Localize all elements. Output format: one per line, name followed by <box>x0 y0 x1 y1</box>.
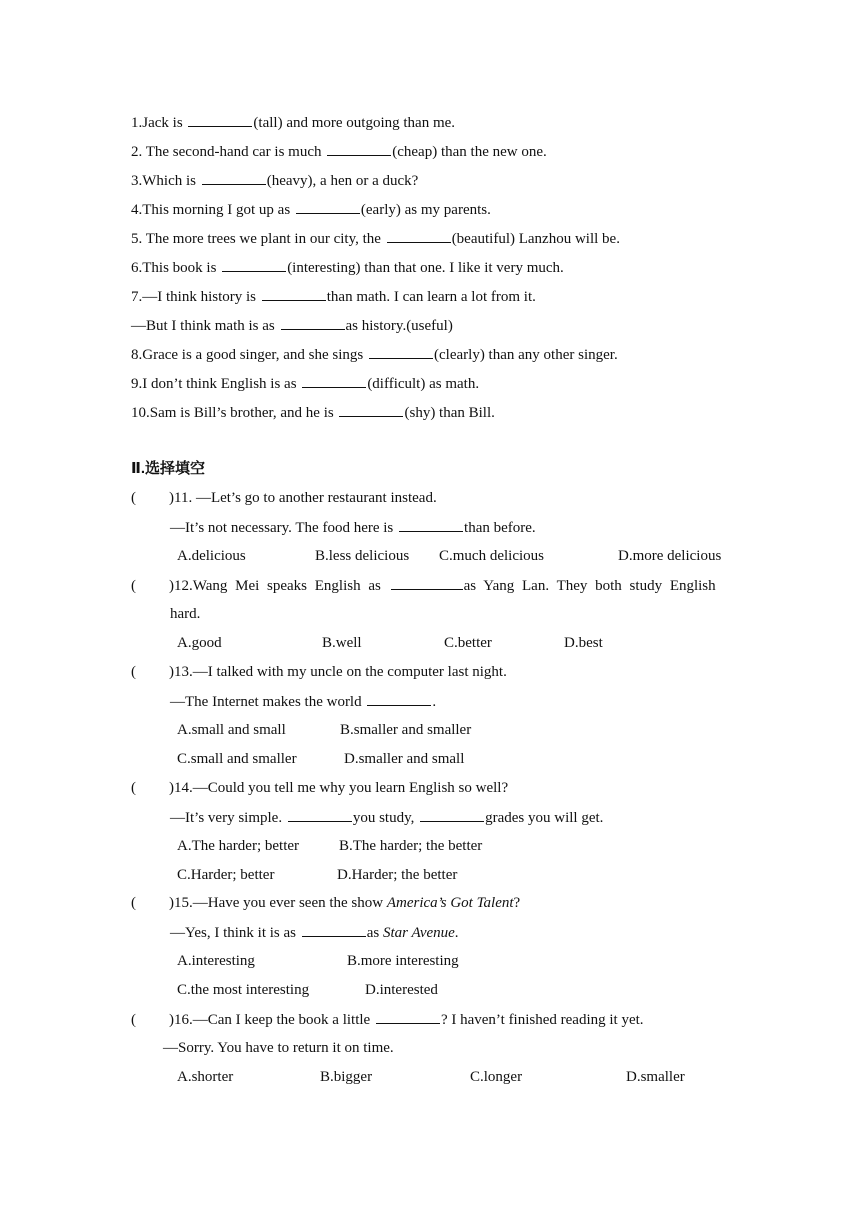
q15-stem: ( )15.—Have you ever seen the show America’s Got Talent? <box>131 895 521 911</box>
q14-option-b[interactable]: B.The harder; the better <box>339 838 483 854</box>
answer-blank[interactable] <box>399 517 463 532</box>
q12-option-d[interactable]: D.best <box>564 635 603 651</box>
q11-reply: —It’s not necessary. The food here is than before. <box>170 517 536 538</box>
q11-stem: ( )11. —Let’s go to another restaurant instead. <box>131 490 437 506</box>
q13-option-b[interactable]: B.smaller and smaller <box>340 722 472 738</box>
answer-paren[interactable]: ( <box>131 578 136 594</box>
answer-blank[interactable] <box>202 170 266 185</box>
answer-blank[interactable] <box>369 344 433 359</box>
q12-option-b[interactable]: B.well <box>322 635 362 651</box>
q14-option-c[interactable]: C.Harder; better <box>177 867 275 883</box>
answer-blank[interactable] <box>367 691 431 706</box>
q13-option-a[interactable]: A.small and small <box>177 722 286 738</box>
q16-option-c[interactable]: C.longer <box>470 1069 523 1085</box>
q16-stem: ( )16.—Can I keep the book a little ? I haven’t finished reading it yet. <box>131 1009 644 1030</box>
q13-stem: ( )13.—I talked with my uncle on the computer last night. <box>131 664 507 680</box>
answer-blank[interactable] <box>420 807 484 822</box>
q12-stem-cont: hard. <box>170 606 201 622</box>
q12-option-c[interactable]: C.better <box>444 635 492 651</box>
q14-stem: ( )14.—Could you tell me why you learn English so well? <box>131 780 509 796</box>
q14-option-a[interactable]: A.The harder; better <box>177 838 300 854</box>
q11-option-d[interactable]: D.more delicious <box>618 548 722 564</box>
q11-option-c[interactable]: C.much delicious <box>439 548 544 564</box>
answer-blank[interactable] <box>376 1009 440 1024</box>
answer-blank[interactable] <box>288 807 352 822</box>
q13-option-c[interactable]: C.small and smaller <box>177 751 297 767</box>
q11-option-b[interactable]: B.less delicious <box>315 548 410 564</box>
answer-blank[interactable] <box>339 402 403 417</box>
q13-option-d[interactable]: D.smaller and small <box>344 751 465 767</box>
answer-blank[interactable] <box>262 286 326 301</box>
q5: 5. The more trees we plant in our city, the (beautiful) Lanzhou will be. <box>131 228 620 249</box>
q16-option-b[interactable]: B.bigger <box>320 1069 373 1085</box>
q15-option-b[interactable]: B.more interesting <box>347 953 459 969</box>
q16-reply: —Sorry. You have to return it on time. <box>163 1040 394 1056</box>
q12-option-a[interactable]: A.good <box>177 635 222 651</box>
q4: 4.This morning I got up as (early) as my parents. <box>131 199 491 220</box>
q12-stem: ( )12.Wang Mei speaks English as as Yang Lan. They both study English <box>131 575 731 596</box>
section-heading: Ⅱ.选择填空 <box>131 460 206 477</box>
answer-paren[interactable]: ( <box>131 1012 136 1028</box>
q14-option-d[interactable]: D.Harder; the better <box>337 867 458 883</box>
answer-paren[interactable]: ( <box>131 780 136 796</box>
answer-blank[interactable] <box>222 257 286 272</box>
q11-option-a[interactable]: A.delicious <box>177 548 246 564</box>
q3: 3.Which is (heavy), a hen or a duck? <box>131 170 418 191</box>
q16-option-a[interactable]: A.shorter <box>177 1069 234 1085</box>
q15-option-a[interactable]: A.interesting <box>177 953 255 969</box>
q6: 6.This book is (interesting) than that one. I like it very much. <box>131 257 564 278</box>
answer-paren[interactable]: ( <box>131 490 136 506</box>
q14-reply: —It’s very simple. you study, grades you will get. <box>170 807 603 828</box>
answer-blank[interactable] <box>188 112 252 127</box>
q15-reply: —Yes, I think it is as as Star Avenue. <box>170 922 459 943</box>
answer-paren[interactable]: ( <box>131 895 136 911</box>
q7-reply: —But I think math is as as history.(useful) <box>131 315 453 336</box>
q2: 2. The second-hand car is much (cheap) than the new one. <box>131 141 547 162</box>
q15-option-c[interactable]: C.the most interesting <box>177 982 310 998</box>
q7: 7.—I think history is than math. I can learn a lot from it. <box>131 286 536 307</box>
answer-blank[interactable] <box>281 315 345 330</box>
answer-blank[interactable] <box>327 141 391 156</box>
answer-blank[interactable] <box>302 922 366 937</box>
q9: 9.I don’t think English is as (difficult) as math. <box>131 373 479 394</box>
answer-blank[interactable] <box>302 373 366 388</box>
q10: 10.Sam is Bill’s brother, and he is (shy) than Bill. <box>131 402 495 423</box>
q8: 8.Grace is a good singer, and she sings (clearly) than any other singer. <box>131 344 618 365</box>
answer-blank[interactable] <box>391 575 463 590</box>
q15-option-d[interactable]: D.interested <box>365 982 438 998</box>
answer-paren[interactable]: ( <box>131 664 136 680</box>
q16-option-d[interactable]: D.smaller <box>626 1069 685 1085</box>
answer-blank[interactable] <box>387 228 451 243</box>
q13-reply: —The Internet makes the world . <box>170 691 436 712</box>
answer-blank[interactable] <box>296 199 360 214</box>
q1: 1.Jack is (tall) and more outgoing than me. <box>131 112 455 133</box>
